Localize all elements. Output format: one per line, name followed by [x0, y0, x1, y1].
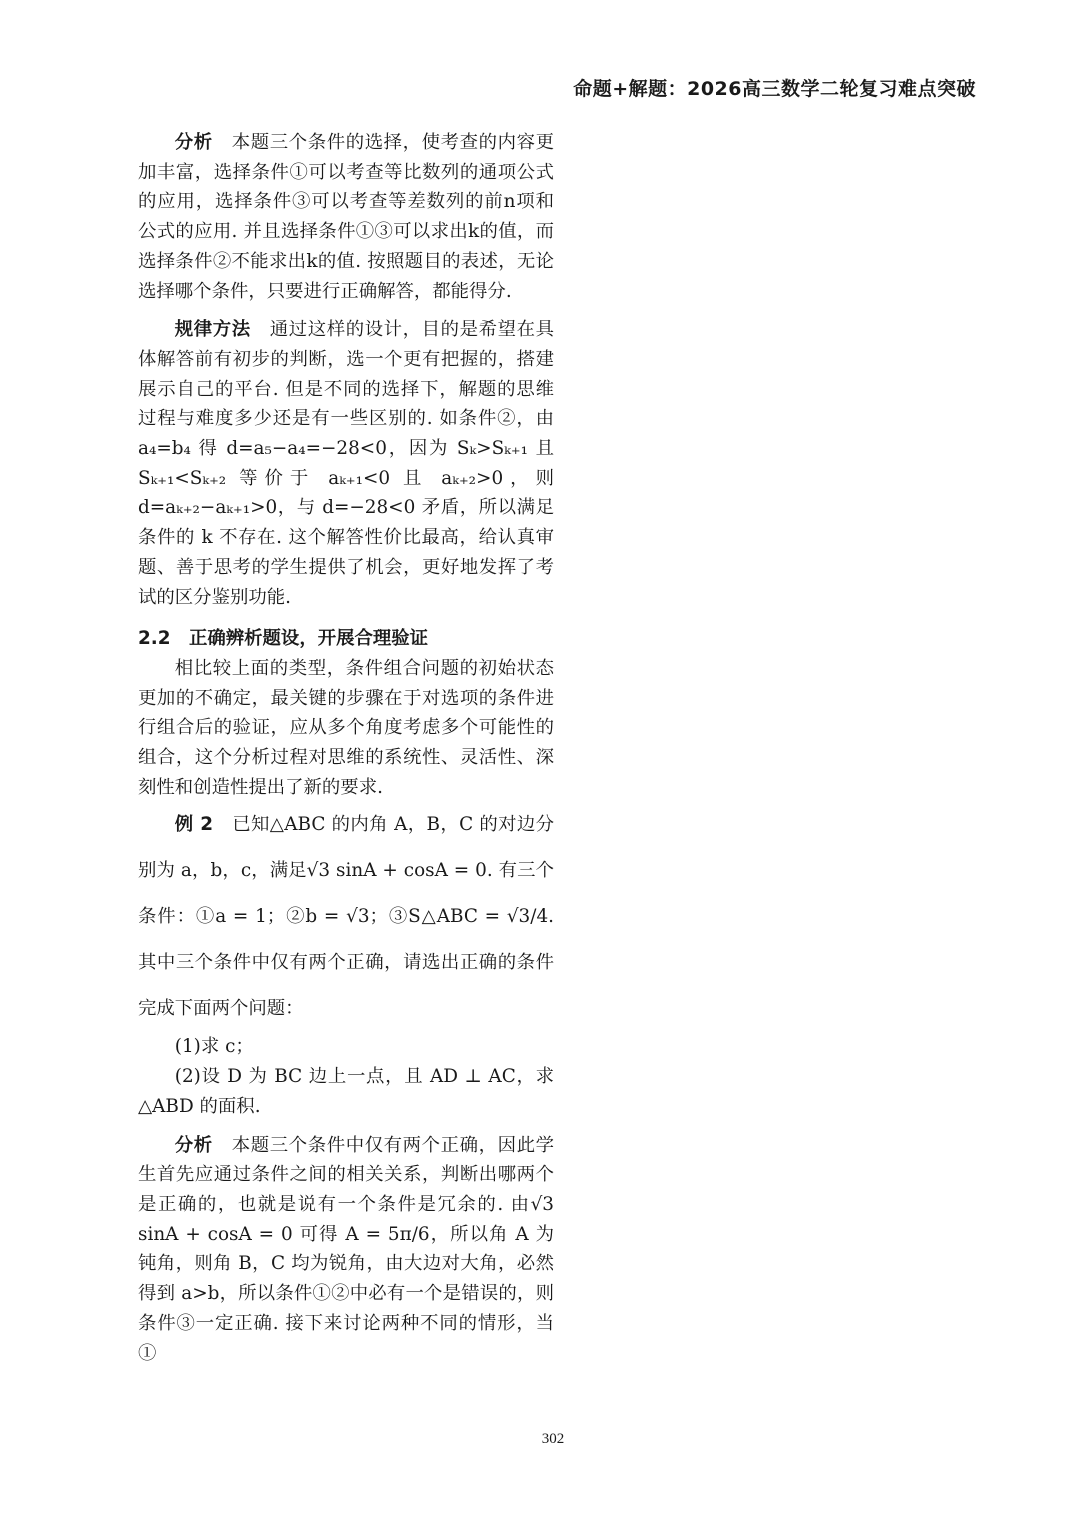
example-text: 已知△ABC 的内角 A，B，C 的对边分别为 a，b，c，满足√3 sinA + cosA = 0. 有三个条件：①a = 1；②b = √3；③S△ABC = √3/4. 其中三个条件中仅有两个正确，请选出正确的条件完成下面两个问题：: [138, 814, 554, 1020]
running-header: 命题+解题：2026高三数学二轮复习难点突破: [573, 78, 976, 100]
analysis-text: 本题三个条件的选择，使考查的内容更加丰富，选择条件①可以考查等比数列的通项公式的应用，选择条件③可以考查等差数列的前n项和公式的应用. 并且选择条件①③可以求出k的值，而选择条件②不能求出k的值. 按照题目的表述，无论选择哪个条件，只要进行正确解答，都能得分.: [138, 132, 554, 302]
analysis-text-2: 本题三个条件中仅有两个正确，因此学生首先应通过条件之间的相关关系，判断出哪两个是正确的，也就是说有一个条件是冗余的. 由√3 sinA + cosA = 0 可得 A = 5π/6，所以角 A 为钝角，则角 B，C 均为锐角，由大边对大角，必然得到 a>b，所以条件①②中必有一个是错误的，则条件③一定正确. 接下来讨论两种不同的情形，当①: [138, 1134, 554, 1364]
example-label: 例 2: [174, 814, 214, 836]
question-1: (1)求 c；: [174, 1036, 254, 1058]
analysis-label-2: 分析: [174, 1134, 213, 1156]
question-2: (2)设 D 为 BC 边上一点，且 AD ⊥ AC，求△ABD 的面积.: [138, 1066, 554, 1117]
method-label: 规律方法: [174, 319, 251, 341]
method-paragraph: [138, 315, 554, 612]
analysis-paragraph-1: [138, 128, 554, 306]
section-intro: 相比较上面的类型，条件组合问题的初始状态更加的不确定，最关键的步骤在于对选项的条件进行组合后的验证，应从多个角度考虑多个可能性的组合，这个分析过程对思维的系统性、灵活性、深刻性和创造性提出了新的要求.: [138, 657, 554, 798]
analysis-paragraph-2: [138, 1131, 554, 1369]
example-2: [138, 802, 554, 1032]
analysis-label: 分析: [174, 132, 213, 153]
page-number: 302: [541, 1431, 565, 1447]
section-heading: 2.2 正确辨析题设，开展合理验证: [138, 628, 429, 650]
text-column: [138, 128, 554, 1368]
method-text: 通过这样的设计，目的是希望在具体解答前有初步的判断，选一个更有把握的，搭建展示自己的平台. 但是不同的选择下，解题的思维过程与难度多少还是有一些区别的. 如条件②，由a₄=b₄ 得 d=a₅−a₄=−28<0，因为 Sₖ>Sₖ₊₁ 且 Sₖ₊₁<Sₖ₊₂ 等价于 aₖ₊₁<0 且 aₖ₊₂>0，则 d=aₖ₊₂−aₖ₊₁>0，与 d=−28<0 矛盾，所以满足条件的 k 不存在. 这个解答性价比最高，给认真审题、善于思考的学生提供了机会，更好地发挥了考试的区分鉴别功能.: [138, 319, 554, 608]
